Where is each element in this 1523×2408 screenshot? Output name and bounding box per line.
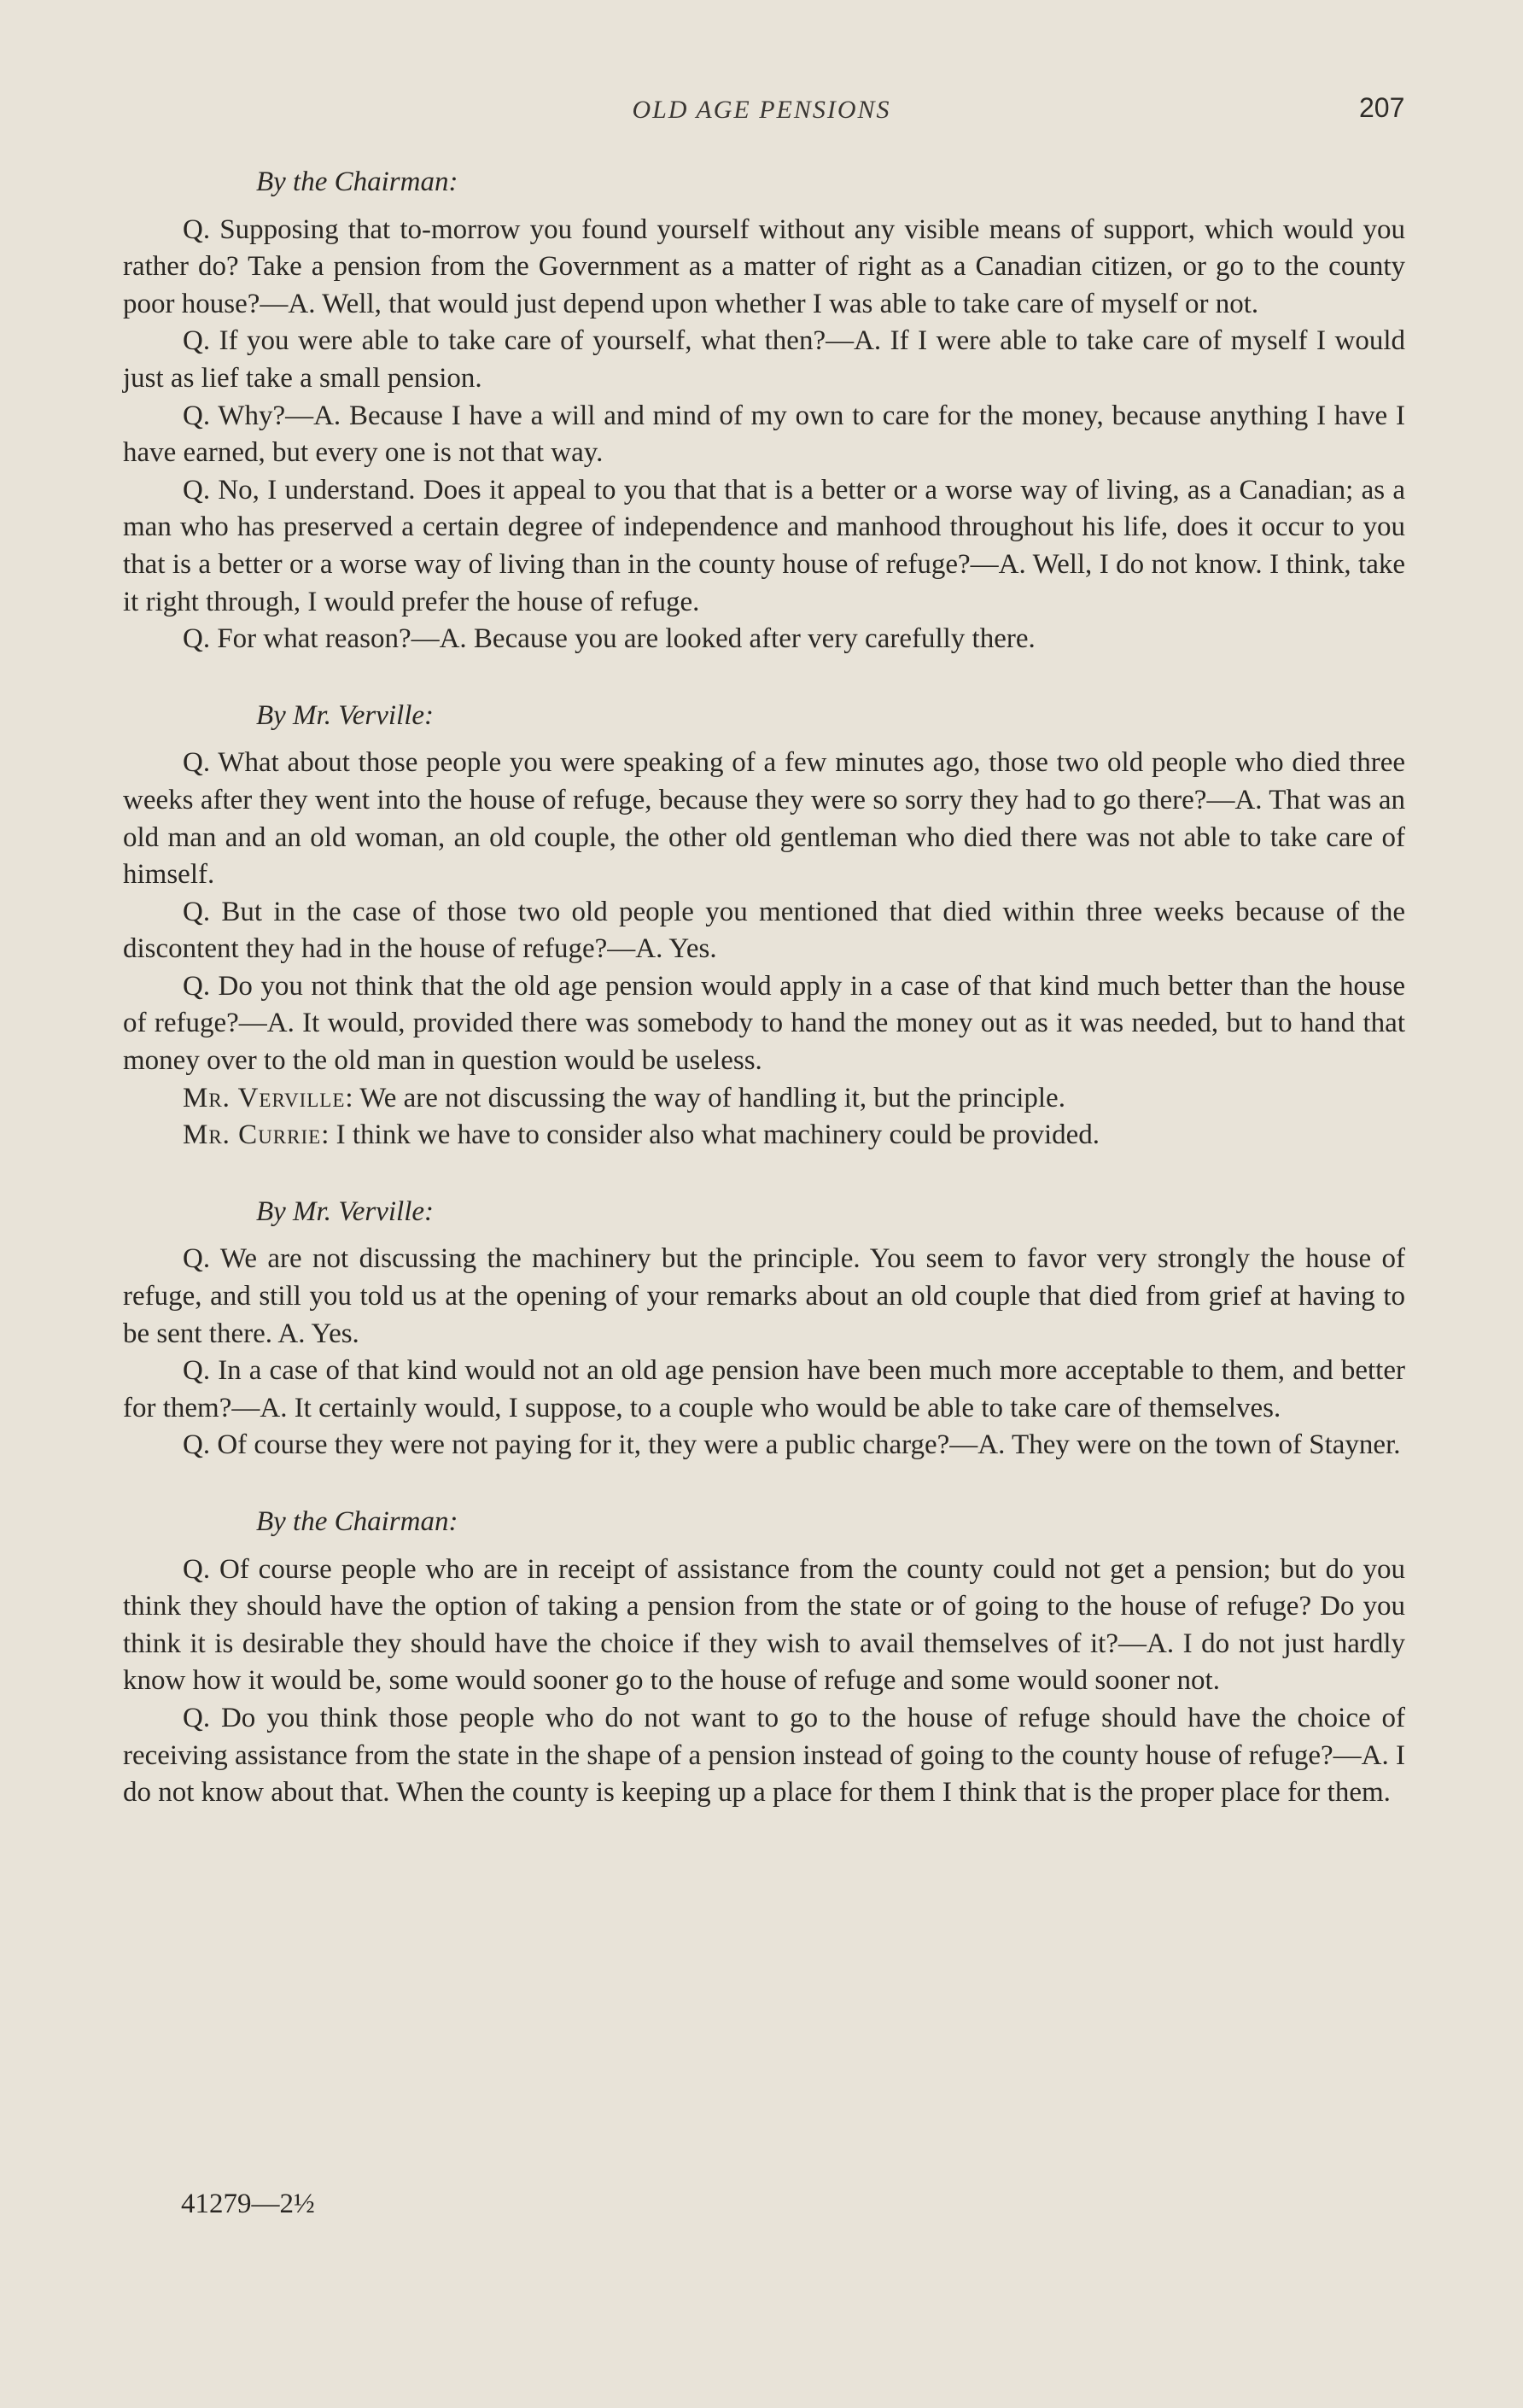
running-header-title: OLD AGE PENSIONS — [632, 96, 891, 124]
remark-speaker-name: Mr. Verville — [183, 1082, 346, 1113]
qa-paragraph: Q. Do you not think that the old age pension would apply in a case of that kind much better than the house of refuge?—A. It would, provided there was somebody to hand the money out as it was needed, but to hand that money over to the old man in question would be useless. — [123, 970, 1405, 1077]
document-body — [123, 164, 1405, 1812]
page-number: 207 — [1359, 92, 1405, 123]
remark-speaker-name: Mr. Currie — [183, 1119, 322, 1151]
speaker-heading: By the Chairman: — [256, 167, 458, 197]
qa-paragraph: Q. If you were able to take care of yourself, what then?—A. If I were able to take care of myself I would just as lief take a small pension. — [123, 325, 1405, 394]
remark-paragraph — [123, 1080, 1405, 1118]
remark-text: : I think we have to consider also what machinery could be provided. — [321, 1119, 1100, 1151]
qa-paragraph: Q. But in the case of those two old people you mentioned that died within three weeks because of the discontent they had in the house of refuge?—A. Yes. — [123, 896, 1405, 965]
qa-paragraph: Q. No, I understand. Does it appeal to you that that is a better or a worse way of living, as a Canadian; as a man who has preserved a certain degree of independence and manhood throughout his life, does it occur to you that is a better or a worse way of living than in the county house of refuge?—A. Well, I do not know. I think, take it right through, I would prefer the house of refuge. — [123, 474, 1405, 617]
speaker-heading: By the Chairman: — [256, 1506, 458, 1537]
speaker-heading: By Mr. Verville: — [256, 1195, 435, 1227]
qa-paragraph: Q. In a case of that kind would not an old age pension have been much more acceptable to them, and better for them?—A. It certainly would, I suppose, to a couple who would be able to take care of themselves. — [123, 1355, 1405, 1423]
qa-paragraph: Q. Do you think those people who do not want to go to the house of refuge should have the choice of receiving assistance from the state in the shape of a pension instead of going to the county house of refuge?—A. I do not know about that. When the county is keeping up a place for them I think that is the proper place for them. — [123, 1702, 1405, 1809]
remark-paragraph — [123, 1117, 1405, 1154]
printer-signature-code: 41279—2½ — [181, 2189, 315, 2219]
qa-paragraph: Q. Why?—A. Because I have a will and mind of my own to care for the money, because anything I have I have earned, but every one is not that way. — [123, 400, 1405, 469]
speaker-heading: By Mr. Verville: — [256, 699, 435, 731]
qa-paragraph: Q. Of course they were not paying for it, they were a public charge?—A. They were on the town of Stayner. — [183, 1429, 1401, 1461]
qa-paragraph: Q. Of course people who are in receipt of assistance from the county could not get a pension; but do you think they should have the option of taking a pension from the state or of going to the house of refuge? Do you think it is desirable they should have the choice if they wish to avail themselves of it?—A. I do not just hardly know how it would be, some would sooner go to the house of refuge and some would sooner not. — [123, 1553, 1405, 1697]
qa-paragraph: Q. We are not discussing the machinery but the principle. You seem to favor very strongly the house of refuge, and still you told us at the opening of your remarks about an old couple that died from grief at having to be sent there. A. Yes. — [123, 1243, 1405, 1349]
qa-paragraph: Q. Supposing that to-morrow you found yourself without any visible means of support, which would you rather do? Take a pension from the Government as a matter of right as a Canadian citizen, or go to the county poor house?—A. Well, that would just depend upon whether I was able to take care of myself or not. — [123, 213, 1405, 319]
remark-text: : We are not discussing the way of handling it, but the principle. — [345, 1082, 1065, 1113]
qa-paragraph: Q. For what reason?—A. Because you are looked after very carefully there. — [183, 623, 1036, 655]
qa-paragraph: Q. What about those people you were speaking of a few minutes ago, those two old people who died three weeks after they went into the house of refuge, because they were so sorry they had to go there?—A. That was an old man and an old woman, an old couple, the other old gentleman who died there was not able to take care of himself. — [123, 747, 1405, 891]
